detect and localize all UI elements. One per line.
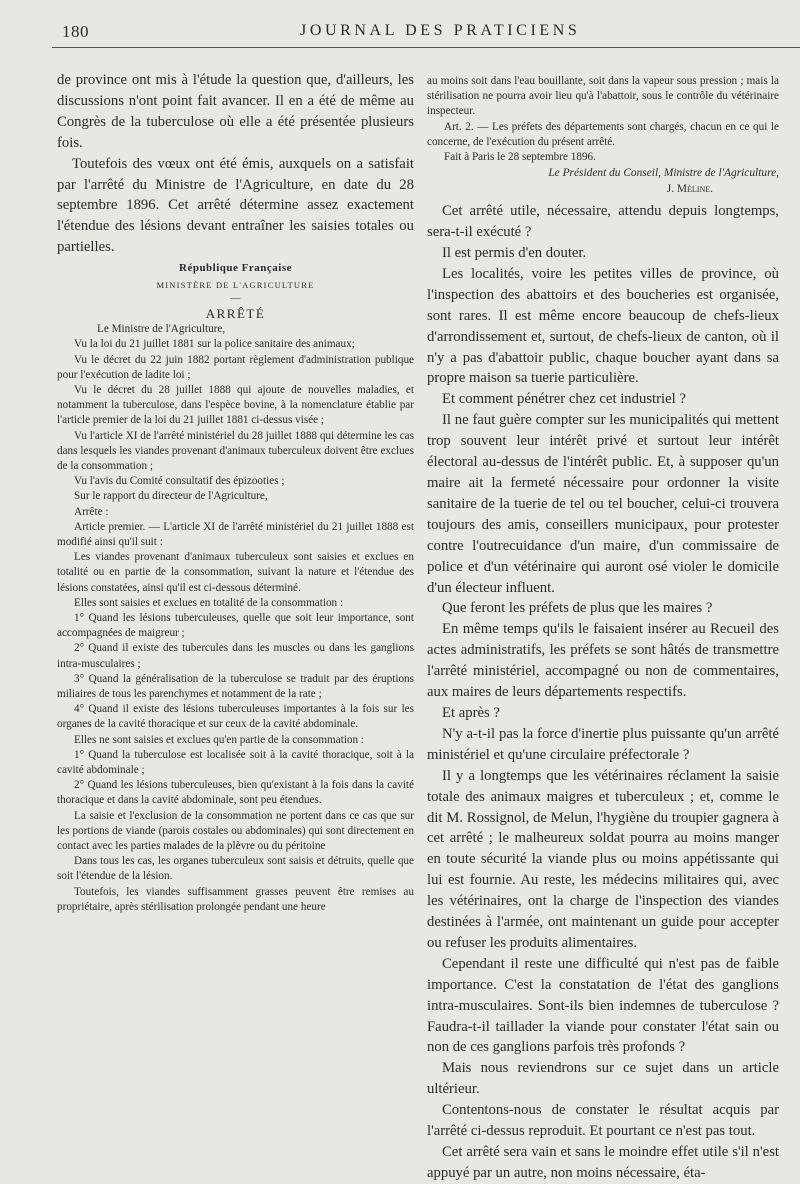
decree-continued [427, 74, 779, 165]
right-column [427, 74, 779, 1184]
decree-paragraph: Le Ministre de l'Agriculture, [97, 323, 226, 336]
left-column [57, 70, 414, 915]
decree-paragraph: Fait à Paris le 28 septembre 1896. [444, 151, 596, 164]
republique-heading: République Française [179, 262, 292, 275]
ministere-heading: MINISTÈRE DE L'AGRICULTURE [156, 280, 315, 291]
paragraph: Il est permis d'en douter. [442, 245, 587, 262]
paragraph: Et comment pénétrer chez cet industriel ? [442, 391, 686, 408]
decree-paragraph: Elles sont saisies et exclues en totalité de la consommation : [74, 596, 344, 609]
decree-paragraph: Art. 2. — Les préfets des départements sont chargés, chacun en ce qui le concerne, de l'exécution du présent arrêté. [427, 120, 779, 148]
decree-paragraph: La saisie et l'exclusion de la consommation ne portent dans ce cas que sur les portions de viande (parois costales ou abdominales) qui sont directement en contact avec les parties malades de la plèvre ou du péritoine [57, 809, 414, 853]
decree-paragraph: 2° Quand les lésions tuberculeuses, bien qu'existant à la fois dans la cavité thoracique et dans la cavité abdominale, sont peu étendues. [57, 779, 414, 807]
decree-paragraph: Les viandes provenant d'animaux tuberculeux sont saisies et exclues en totalité ou en partie de la consommation, suivant la nature et l'étendue des lésions constatées, ainsi qu'il est ci-dessous déterminé. [57, 551, 414, 594]
decree-paragraph: Sur le rapport du directeur de l'Agriculture, [74, 490, 268, 503]
decree-paragraph: Dans tous les cas, les organes tuberculeux sont saisis et détruits, quelle que soit l'étendue de la lésion. [57, 855, 414, 883]
paragraph: Que feront les préfets de plus que les maires ? [442, 600, 713, 617]
paragraph: Toutefois des vœux ont été émis, auxquels on a satisfait par l'arrêté du Ministre de l'Agriculture, en date du 28 septembre 1896. Cet arrêté détermine assez exactement l'étendue des lésions devant entraîner les saisies totales ou partielles. [57, 155, 414, 256]
decree-paragraph: Vu l'article XI de l'arrêté ministériel du 28 juillet 1888 qui détermine les cas dans lesquels les viandes provenant d'animaux tuberculeux doivent être exclues de la consommation ; [57, 429, 414, 472]
decree-paragraph: Article premier. — L'article XI de l'arrêté ministériel du 21 juillet 1888 est modifié ainsi qu'il suit : [57, 520, 414, 548]
paragraph: Cet arrêté sera vain et sans le moindre effet utile s'il n'est appuyé par un autre, non moins nécessaire, éta- [427, 1144, 779, 1181]
decree-paragraph: Vu la loi du 21 juillet 1881 sur la police sanitaire des animaux; [74, 338, 355, 351]
signature-title: Le Président du Conseil, Ministre de l'Agriculture, [548, 167, 779, 180]
paragraph: Et après ? [442, 704, 500, 721]
running-title: JOURNAL DES PRATICIENS [300, 22, 581, 39]
heading-dash: — [230, 293, 241, 305]
decree-paragraph: 3° Quand la généralisation de la tuberculose se traduit par des éruptions miliaires de tous les parenchymes et notamment de la rate ; [57, 672, 414, 701]
paragraph: Cependant il reste une difficulté qui n'est pas de faible importance. C'est la constatation de l'état des ganglions intra-musculaires. Sont-ils bien indemnes de tuberculose ? Faudra-t-il taillader la viande pour constater l'état sain ou non de ces ganglions parfois très profonds ? [427, 955, 779, 1056]
paragraph: de province ont mis à l'étude la question que, d'ailleurs, les discussions n'ont point fait avancer. Il en a été de même au Congrès de la tuberculose où elle a été présentée plusieurs fois. [57, 72, 414, 151]
decree-paragraph: 4° Quand il existe des lésions tuberculeuses importantes à la fois sur les organes de la cavité thoracique et sur ceux de la cavité abdominale. [57, 703, 414, 731]
paragraph: En même temps qu'ils le faisaient insérer au Recueil des actes administratifs, les préfets se sont hâtés de transmettre l'arrêté ministériel, accompagné ou non de commentaires, aux maires de leurs départements respectifs. [427, 621, 779, 701]
arrete-title: ARRÊTÉ [205, 306, 266, 322]
signature-name: J. Méline. [666, 183, 713, 196]
decree-paragraph: 1° Quand les lésions tuberculeuses, quelle que soit leur importance, sont accompagnées de maigreur ; [57, 612, 414, 640]
paragraph: Il ne faut guère compter sur les municipalités qui mettent trop souvent leur intérêt privé et surtout leur intérêt électoral au-dessus de l'intérêt public. Et, à supposer qu'un maire ait la fermeté nécessaire pour ordonner la visite sanitaire de la tuerie de tel ou tel boucher, celui-ci trouvera toujours des amis, conseillers municipaux, pour protester contre l'outrecuidance d'un maire, d'un commissaire de police et d'un vétérinaire qui auront osé violer le domicile d'un électeur influent. [427, 412, 779, 596]
page-header [0, 0, 800, 52]
commentary-text [427, 201, 779, 1184]
decree-paragraph: 2° Quand il existe des tubercules dans les muscles ou dans les ganglions intra-musculaires ; [57, 642, 414, 670]
decree-paragraph: Vu le décret du 22 juin 1882 portant règlement d'administration publique pour l'exécution de ladite loi ; [57, 353, 414, 381]
decree-text [57, 322, 414, 915]
decree-paragraph: Vu l'avis du Comité consultatif des épizooties ; [74, 475, 285, 488]
paragraph: Il y a longtemps que les vétérinaires réclament la saisie totale des animaux maigres et tuberculeux ; et, comme le dit M. Rossignol, de Melun, l'hygiène du troupier gagnera à cet arrêté ; le malheureux soldat pourra au moins manger en toute sécurité la viande plus ou moins appétissante qui lui est fournie. Au reste, les médecins militaires qui, avec les vétérinaires, ont la charge de l'inspection des viandes destinées à l'armée, ont maintenant un guide pour accepter ou refuser les produits alimentaires. [427, 767, 779, 951]
page-number: 180 [62, 22, 89, 41]
decree-paragraph: au moins soit dans l'eau bouillante, soit dans la vapeur sous pression ; mais la stérilisation ne pourra avoir lieu qu'à l'abattoir, sous le contrôle du vétérinaire inspecteur. [427, 75, 779, 118]
header-rule [52, 47, 800, 48]
decree-paragraph: Vu le décret du 28 juillet 1888 qui ajoute de nouvelles maladies, et notamment la tuberculose, dans l'espèce bovine, à la nomenclature établie par l'article premier de la loi du 21 juillet 1881 ci-dessus visée ; [57, 383, 414, 427]
paragraph: N'y a-t-il pas la force d'inertie plus puissante qu'un arrêté ministériel et qu'une circulaire préfectorale ? [427, 725, 779, 763]
paragraph: Cet arrêté utile, nécessaire, attendu depuis longtemps, sera-t-il exécuté ? [427, 203, 779, 241]
paragraph: Les localités, voire les petites villes de province, où l'inspection des abattoirs et des boucheries est organisée, sont rares. Il est même encore beaucoup de chefs-lieux d'arrondissement et, surtout, de chefs-lieux de canton, où il n'y a pas d'abattoir public, chaque boucher ayant dans sa propre maison sa tuerie particulière. [427, 265, 779, 387]
decree-paragraph: Arrête : [74, 505, 109, 518]
decree-paragraph: Elles ne sont saisies et exclues qu'en partie de la consommation : [74, 733, 365, 746]
intro-text [57, 70, 414, 258]
paragraph: Contentons-nous de constater le résultat acquis par l'arrêté ci-dessus reproduit. Et pourtant ce n'est pas tout. [427, 1102, 779, 1140]
paragraph: Mais nous reviendrons sur ce sujet dans un article ultérieur. [427, 1060, 779, 1098]
decree-paragraph: 1° Quand la tuberculose est localisée soit à la cavité thoracique, soit à la cavité abdominale ; [57, 748, 414, 777]
decree-paragraph: Toutefois, les viandes suffisamment grasses peuvent être remises au propriétaire, après stérilisation prolongée pendant une heure [57, 885, 414, 913]
